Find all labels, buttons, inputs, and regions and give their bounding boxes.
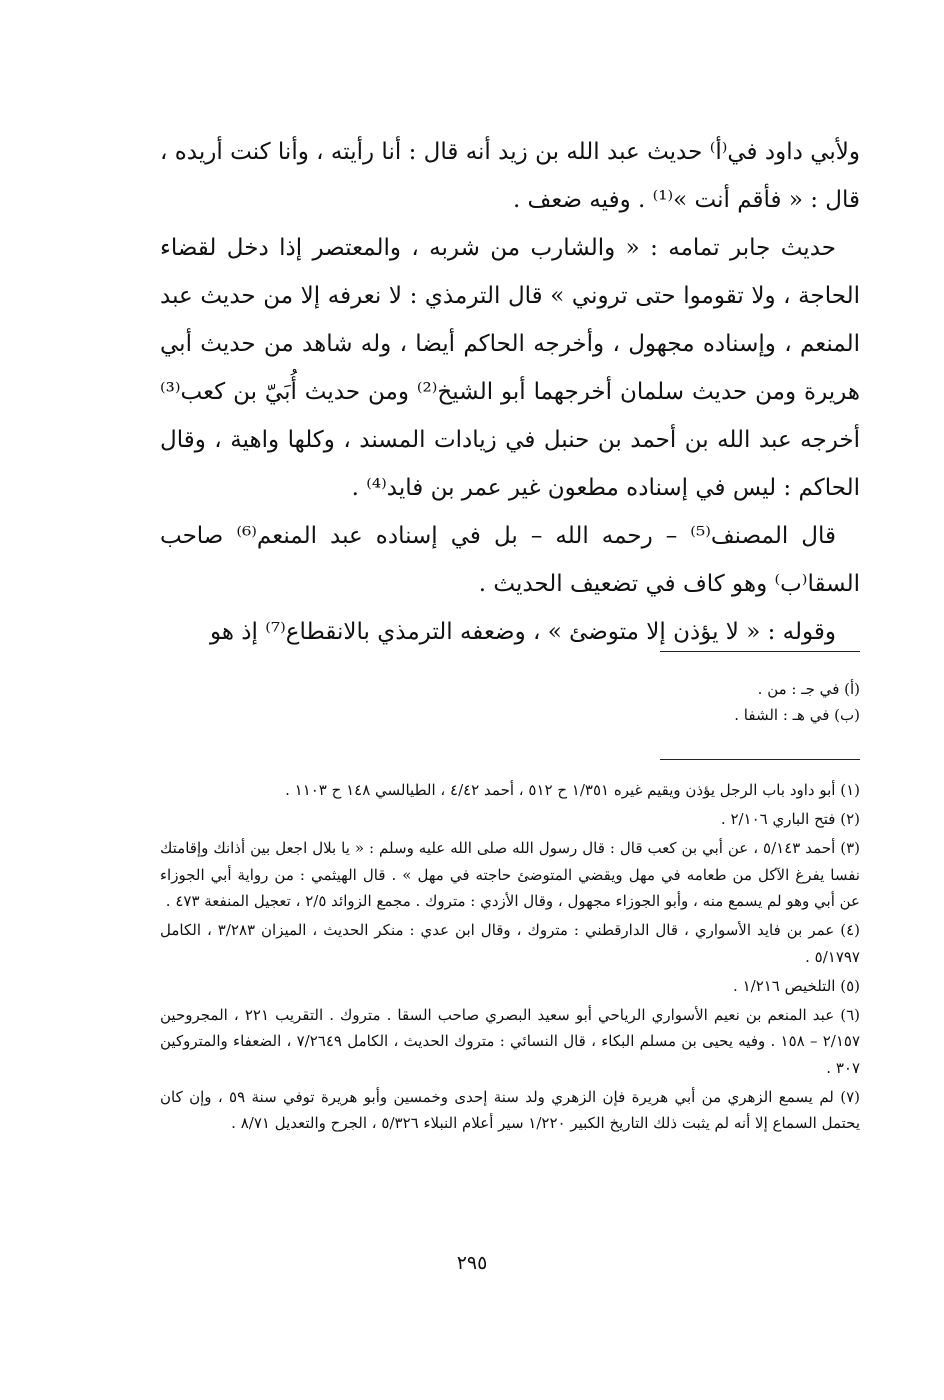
footnotes xyxy=(160,777,860,1139)
main-text xyxy=(160,128,860,656)
main-paragraph-1: ولأبي داود في⁽أ⁾ حديث عبد الله بن زيد أنه قال : أنا رأيته ، وأنا كنت أريده ، قال : « فأقم أنت »⁽¹⁾ . وفيه ضعف . xyxy=(160,139,860,213)
footnote-6: (٦) عبد المنعم بن نعيم الأسواري الرياحي أبو سعيد البصري صاحب السقا . متروك . التقريب ٢٢١ ، المجروحين ٢/١٥٧ – ١٥٨ . وفيه يحيى بن مسلم البكاء ، قال النسائي : متروك الحديث ، الكامل ٧/٢٦٤٩ ، الضعفاء والمتروكين ٣٠٧ . xyxy=(160,1005,861,1077)
footnote-4: (٤) عمر بن فايد الأسواري ، قال الدارقطني : متروك ، وقال ابن عدي : منكر الحديث ، الميزان ٣/٢٨٣ ، الكامل ٥/١٧٩٧ . xyxy=(160,921,860,966)
main-paragraph-3: قال المصنف⁽⁵⁾ – رحمه الله – بل في إسناده عبد المنعم⁽⁶⁾ صاحب السقا⁽ب⁾ وهو كاف في تضعيف الحديث . xyxy=(160,523,860,597)
footnotes-divider xyxy=(660,759,860,760)
main-paragraph-4: وقوله : « لا يؤذن إلا متوضئ » ، وضعفه الترمذي بالانقطاع⁽⁷⁾ إذ هو xyxy=(209,619,836,645)
variants-divider xyxy=(660,651,860,652)
footnote-7: (٧) لم يسمع الزهري من أبي هريرة فإن الزهري ولد سنة إحدى وخمسين وأبو هريرة توفي سنة ٥٩ ، وإن كان يحتمل السماع إلا أنه لم يثبت ذلك التاريخ الكبير ١/٢٢٠ سير أعلام النبلاء ٥/٣٢٦ ، الجرح والتعديل ٨/٧١ . xyxy=(160,1087,860,1132)
page-number: ٢٩٥ xyxy=(456,1252,488,1274)
variant-note-a: (أ) في جـ : من . xyxy=(757,680,860,698)
footnote-2: (٢) فتح الباري ٢/١٠٦ . xyxy=(720,810,860,828)
main-paragraph-2: حديث جابر تمامه : « والشارب من شربه ، والمعتصر إذا دخل لقضاء الحاجة ، ولا تقوموا حتى تروني » قال الترمذي : لا نعرفه إلا من حديث عبد المنعم ، وإسناده مجهول ، وأخرجه الحاكم أيضا ، وله شاهد من حديث أبي هريرة ومن حديث سلمان أخرجهما أبو الشيخ⁽²⁾ ومن حديث أُبَيّ بن كعب⁽³⁾ أخرجه عبد الله بن أحمد بن حنبل في زيادات المسند ، وكلها واهية ، وقال الحاكم : ليس في إسناده مطعون غير عمر بن فايد⁽⁴⁾ . xyxy=(160,235,860,501)
variant-note-b: (ب) في هـ : الشفا . xyxy=(734,706,860,724)
footnote-3: (٣) أحمد ٥/١٤٣ ، عن أبي بن كعب قال : قال رسول الله صلى الله عليه وسلم : « يا بلال اجعل بين أذانك وإقامتك نفسا يفرغ الآكل من طعامه في مهل ويقضي المتوضئ حاجته في مهل » . قال الهيثمي : من رواية أبي الجوزاء عن أبي وهو لم يسمع منه ، وأبو الجوزاء مجهول ، وقال الأزدي : متروك . مجمع الزوائد ٢/٥ ، تعجيل المنفعة ٤٧٣ . xyxy=(160,839,860,910)
footnote-1: (١) أبو داود باب الرجل يؤذن ويقيم غيره ١/٣٥١ ح ٥١٢ ، أحمد ٤/٤٢ ، الطيالسي ١٤٨ ح ١١٠٣ . xyxy=(285,781,860,799)
footnote-5: (٥) التلخيص ١/٢١٦ . xyxy=(733,976,860,995)
manuscript-variants xyxy=(160,676,860,728)
